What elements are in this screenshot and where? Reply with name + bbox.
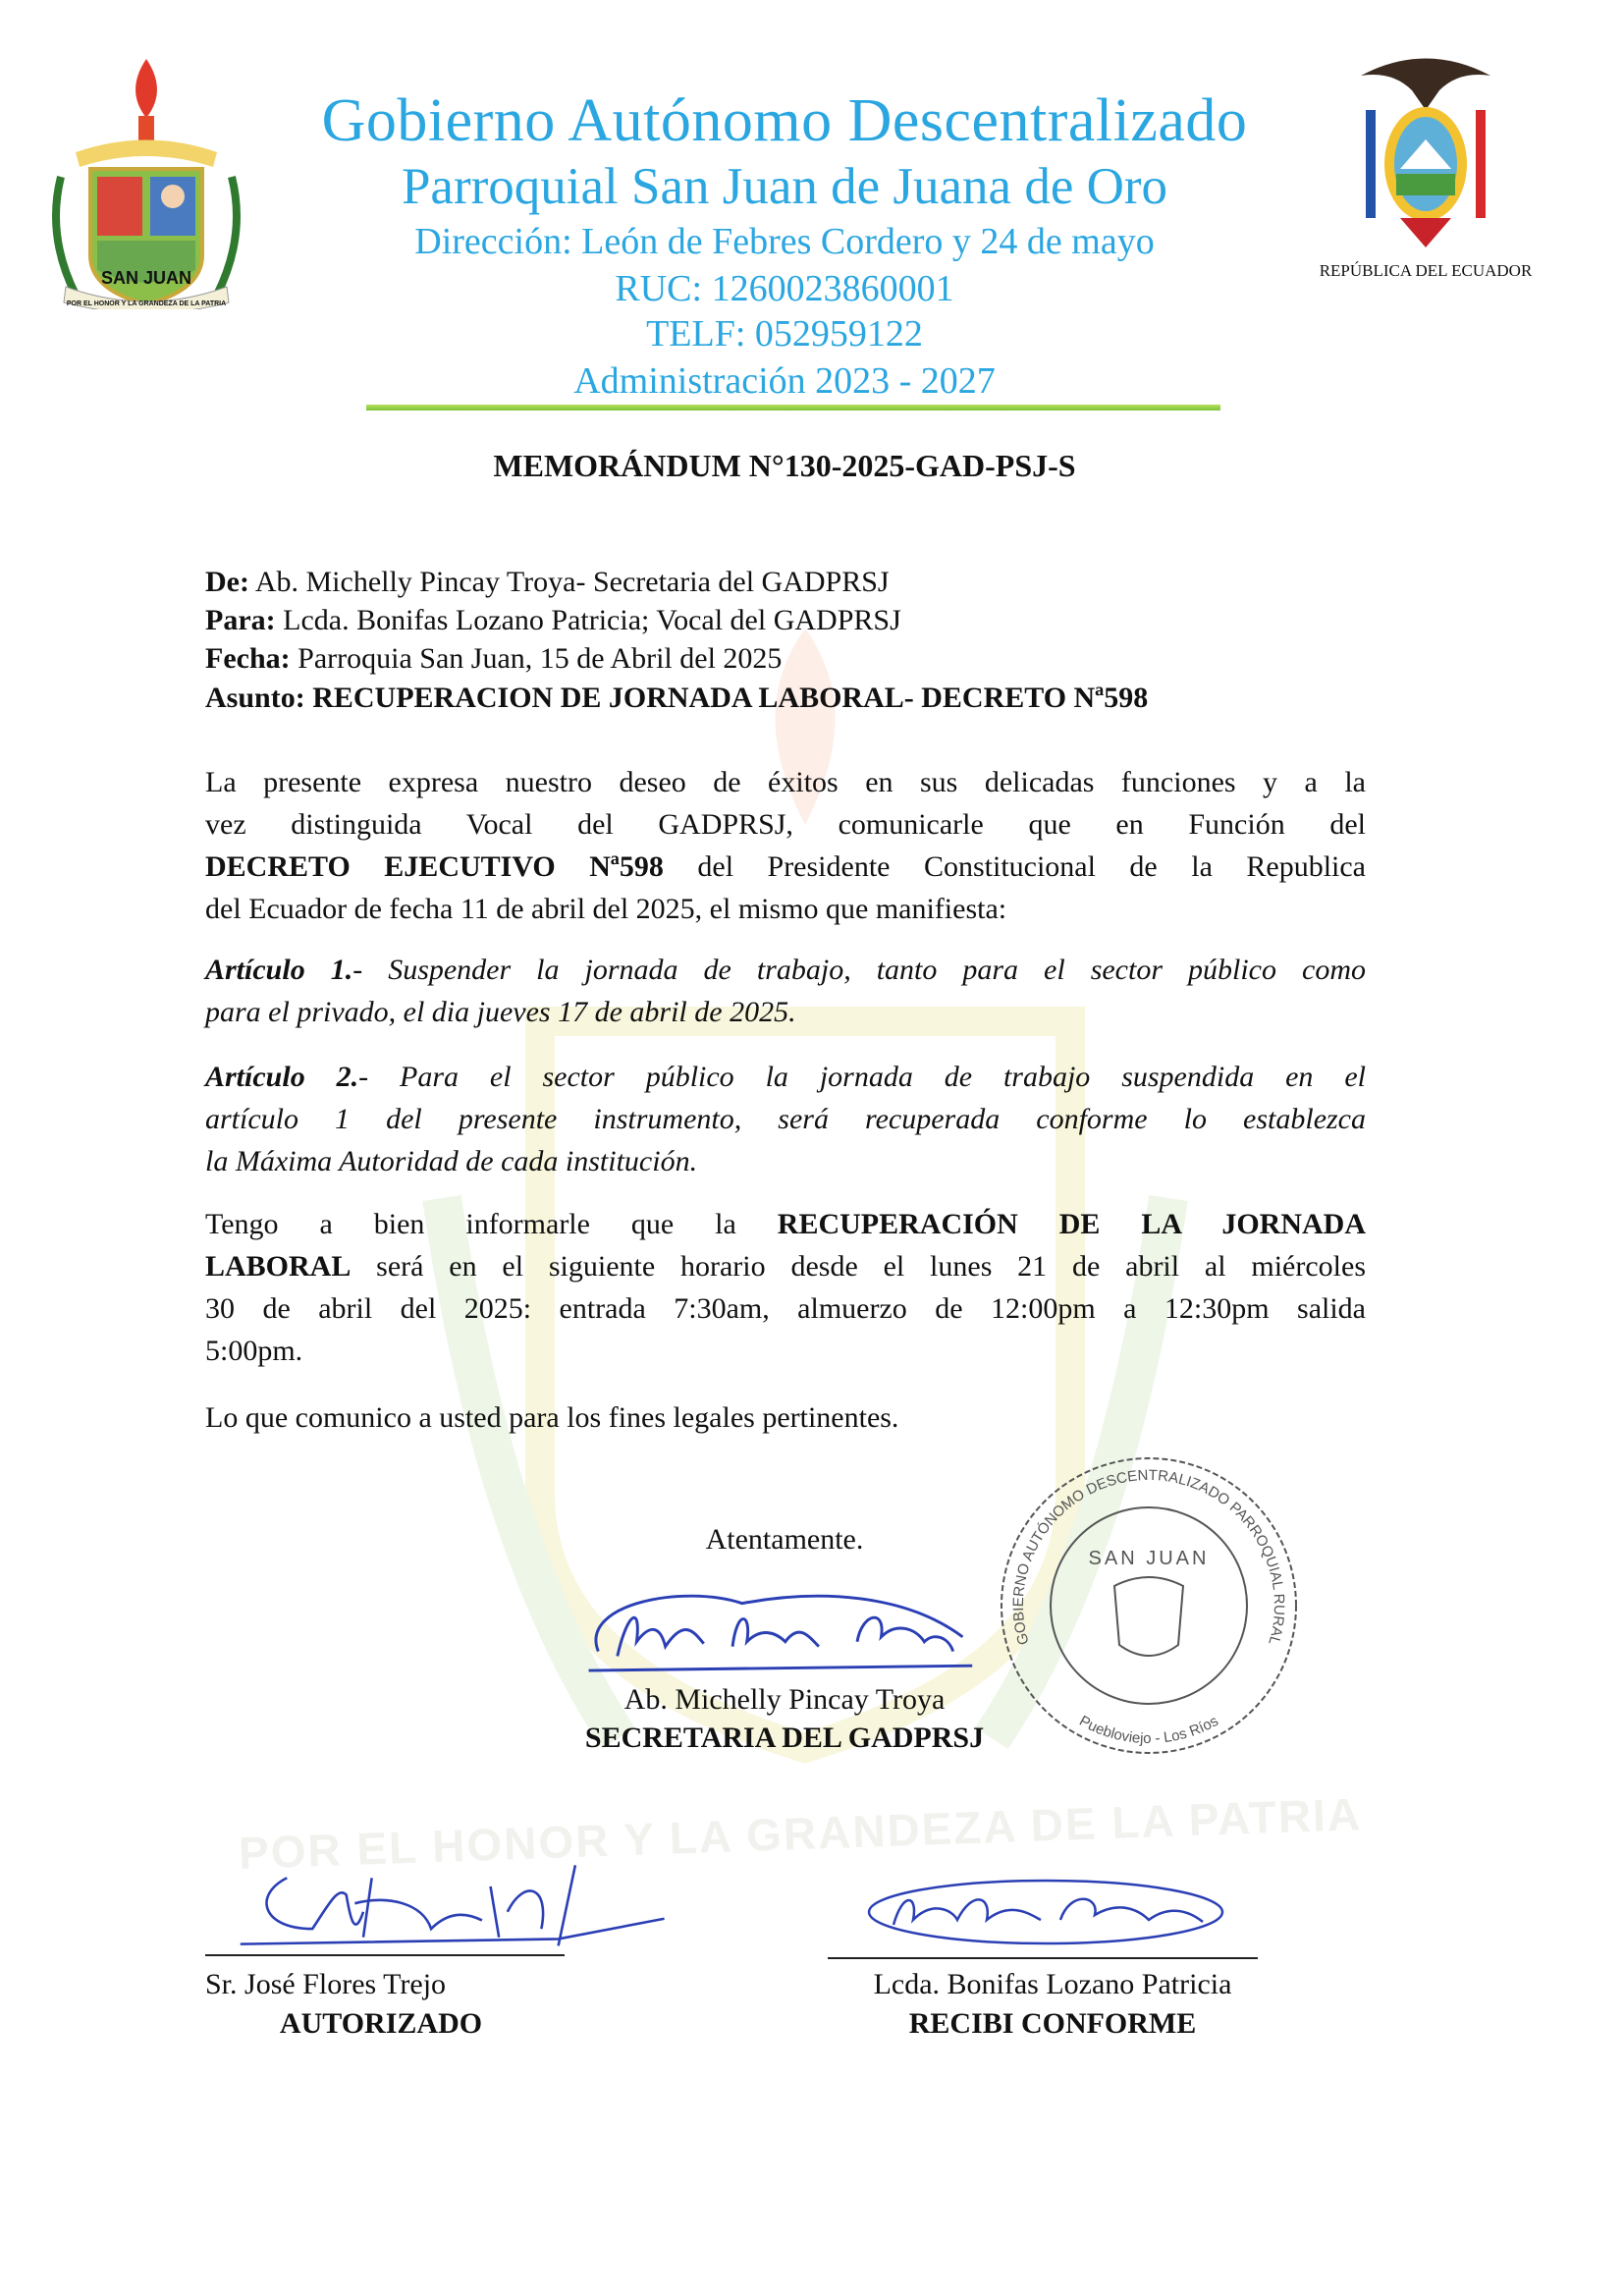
recipient-role: RECIBI CONFORME xyxy=(908,2007,1197,2040)
header-phone: TELF: 052959122 xyxy=(646,313,923,355)
text-line xyxy=(205,1056,1366,1098)
republic-caption: REPÚBLICA DEL ECUADOR xyxy=(1319,261,1533,280)
date-label: Fecha: xyxy=(205,642,291,675)
paragraph-article-1 xyxy=(205,949,1366,1033)
text-line xyxy=(205,1245,1366,1287)
from-value: Ab. Michelly Pincay Troya- Secretaria del GADPRSJ xyxy=(248,566,890,598)
text: del Presidente Constitucional de la Republica xyxy=(663,850,1366,883)
text: 30 de abril del 2025: entrada 7:30am, almuerzo de 12:00pm a 12:30pm salida xyxy=(205,1292,1366,1325)
memo-from xyxy=(205,566,890,599)
bold-text: LABORAL xyxy=(205,1250,352,1283)
date-value: Parroquia San Juan, 15 de Abril del 2025 xyxy=(290,642,783,675)
authorizer-signature-line xyxy=(205,1954,565,1956)
text-line xyxy=(205,949,1366,991)
memo-title: MEMORÁNDUM N°130-2025-GAD-PSJ-S xyxy=(493,448,1076,483)
text-line xyxy=(205,1330,302,1372)
svg-text:SAN JUAN: SAN JUAN xyxy=(1088,1548,1210,1569)
subject-value: RECUPERACION DE JORNADA LABORAL- DECRETO Nª598 xyxy=(304,682,1149,714)
memo-subject xyxy=(205,682,1148,715)
secretary-signature xyxy=(569,1583,982,1681)
secretary-title: SECRETARIA DEL GADPRSJ xyxy=(584,1722,985,1754)
text: artículo 1 del presente instrumento, será recuperada conforme lo establezca xyxy=(205,1103,1366,1135)
parish-emblem-logo xyxy=(36,59,256,309)
text: vez distinguida Vocal del GADPRSJ, comunicarle que en Función del xyxy=(205,808,1366,841)
header-address: Dirección: León de Febres Cordero y 24 de mayo xyxy=(414,221,1155,262)
text-line xyxy=(205,991,796,1033)
bold-text: Artículo 1. xyxy=(205,954,353,986)
svg-text:Puebloviejo - Los Ríos: Puebloviejo - Los Ríos xyxy=(1076,1712,1221,1748)
text-line xyxy=(205,846,1366,888)
text-line xyxy=(205,1287,1366,1330)
secretary-name: Ab. Michelly Pincay Troya xyxy=(623,1683,946,1716)
paragraph-schedule xyxy=(205,1203,1366,1372)
text: Lo que comunico a usted para los fines legales pertinentes. xyxy=(205,1401,899,1434)
paragraph-intro xyxy=(205,761,1366,930)
memo-date xyxy=(205,642,782,676)
text-line xyxy=(205,803,1366,846)
to-label: Para: xyxy=(205,604,276,636)
svg-text:GOBIERNO AUTÓNOMO DESCENTRALIZ: GOBIERNO AUTÓNOMO DESCENTRALIZADO PARROQUIAL RURAL xyxy=(1009,1466,1288,1647)
closing-greeting: Atentamente. xyxy=(705,1523,864,1556)
recipient-signature xyxy=(864,1871,1227,1954)
text: la Máxima Autoridad de cada institución. xyxy=(205,1145,698,1177)
header-subtitle: Parroquial San Juan de Juana de Oro xyxy=(401,158,1168,215)
text: La presente expresa nuestro deseo de éxitos en sus delicadas funciones y a la xyxy=(205,766,1366,798)
text-line xyxy=(205,1098,1366,1140)
bold-text: DECRETO EJECUTIVO Nª598 xyxy=(205,850,664,883)
memo-to xyxy=(205,604,901,637)
header-divider xyxy=(366,405,1220,410)
bold-text: Artículo 2. xyxy=(205,1061,359,1093)
header-ruc: RUC: 1260023860001 xyxy=(615,268,954,309)
authorizer-name: Sr. José Flores Trejo xyxy=(205,1968,447,2000)
text: para el privado, el dia jueves 17 de abril de 2025. xyxy=(205,996,796,1028)
recipient-signature-line xyxy=(828,1957,1258,1959)
authorizer-role: AUTORIZADO xyxy=(279,2007,483,2040)
text: - Para el sector público la jornada de trabajo suspendida en el xyxy=(358,1061,1366,1093)
text: Tengo a bien informarle que la xyxy=(205,1208,778,1240)
text: será en el siguiente horario desde el lunes 21 de abril al miércoles xyxy=(351,1250,1366,1283)
paragraph-article-2 xyxy=(205,1056,1366,1182)
text: del Ecuador de fecha 11 de abril del 2025, el mismo que manifiesta: xyxy=(205,893,1007,925)
svg-text:POR EL HONOR Y LA GRANDEZA DE: POR EL HONOR Y LA GRANDEZA DE LA PATRIA xyxy=(66,301,227,307)
header-administration: Administración 2023 - 2027 xyxy=(573,360,996,402)
text-line xyxy=(205,761,1366,803)
text-line xyxy=(205,1203,1366,1245)
ecuador-coat-of-arms-logo xyxy=(1341,51,1510,252)
text-line xyxy=(205,888,1006,930)
text: - Suspender la jornada de trabajo, tanto para el sector público como xyxy=(352,954,1366,986)
recipient-name: Lcda. Bonifas Lozano Patricia xyxy=(873,1968,1232,2000)
official-stamp xyxy=(992,1449,1306,1763)
authorizer-signature xyxy=(201,1861,712,1954)
text: 5:00pm. xyxy=(205,1335,303,1367)
svg-text:SAN JUAN: SAN JUAN xyxy=(100,268,192,288)
text-line xyxy=(205,1140,697,1182)
text-line xyxy=(205,1396,898,1439)
paragraph-closing xyxy=(205,1396,1366,1439)
from-label: De: xyxy=(205,566,249,598)
subject-label: Asunto: xyxy=(205,682,305,714)
watermark-motto: POR EL HONOR Y LA GRANDEZA DE LA PATRIA xyxy=(238,1788,1363,1879)
header-title: Gobierno Autónomo Descentralizado xyxy=(321,87,1248,154)
to-value: Lcda. Bonifas Lozano Patricia; Vocal del GADPRSJ xyxy=(275,604,901,636)
bold-text: RECUPERACIÓN DE LA JORNADA xyxy=(777,1208,1366,1240)
